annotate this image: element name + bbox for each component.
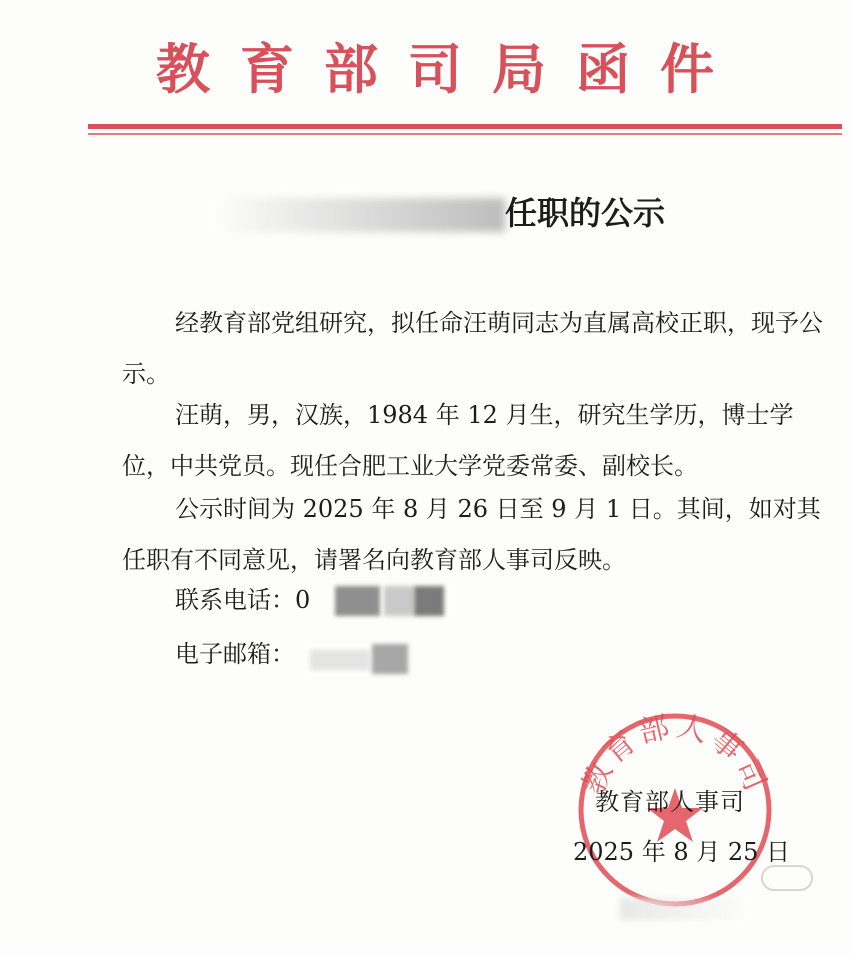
phone-redaction — [414, 586, 444, 616]
email-redaction — [310, 650, 370, 670]
redacted-bottom-area — [620, 898, 750, 920]
contact-email-line — [175, 634, 295, 674]
redacted-title-area — [215, 198, 505, 232]
document-title: 任职的公示 — [505, 194, 666, 232]
phone-label: 联系电话： — [175, 586, 295, 614]
email-redaction — [372, 644, 408, 674]
body-paragraph-2: 汪萌，男，汉族，1984 年 12 月生，研究生学历，博士学位，中共党员。现任合肥工业大学党委常委、副校长。 — [122, 401, 794, 480]
email-label: 电子邮箱： — [175, 640, 295, 668]
letterhead-title: 教育部司局函件 — [156, 38, 744, 101]
body-paragraph-1: 经教育部党组研究，拟任命汪萌同志为直属高校正职，现予公示。 — [122, 309, 823, 388]
watermark-logo — [760, 862, 816, 894]
body-paragraph-3: 公示时间为 2025 年 8 月 26 日至 9 月 1 日。其间，如对其任职有不同意见，请署名向教育部人事司反映。 — [122, 495, 821, 574]
signature-date: 2025 年 8 月 25 日 — [573, 838, 791, 866]
signature-organization: 教育部人事司 — [595, 788, 745, 816]
phone-redaction — [335, 586, 380, 616]
phone-value: 0 — [295, 586, 311, 614]
letterhead-red-line — [88, 124, 842, 129]
phone-redaction — [384, 586, 414, 616]
contact-phone-line — [175, 580, 310, 620]
seal-text: 教育部人事司 — [575, 710, 775, 800]
letterhead-red-line-thin — [88, 133, 842, 135]
